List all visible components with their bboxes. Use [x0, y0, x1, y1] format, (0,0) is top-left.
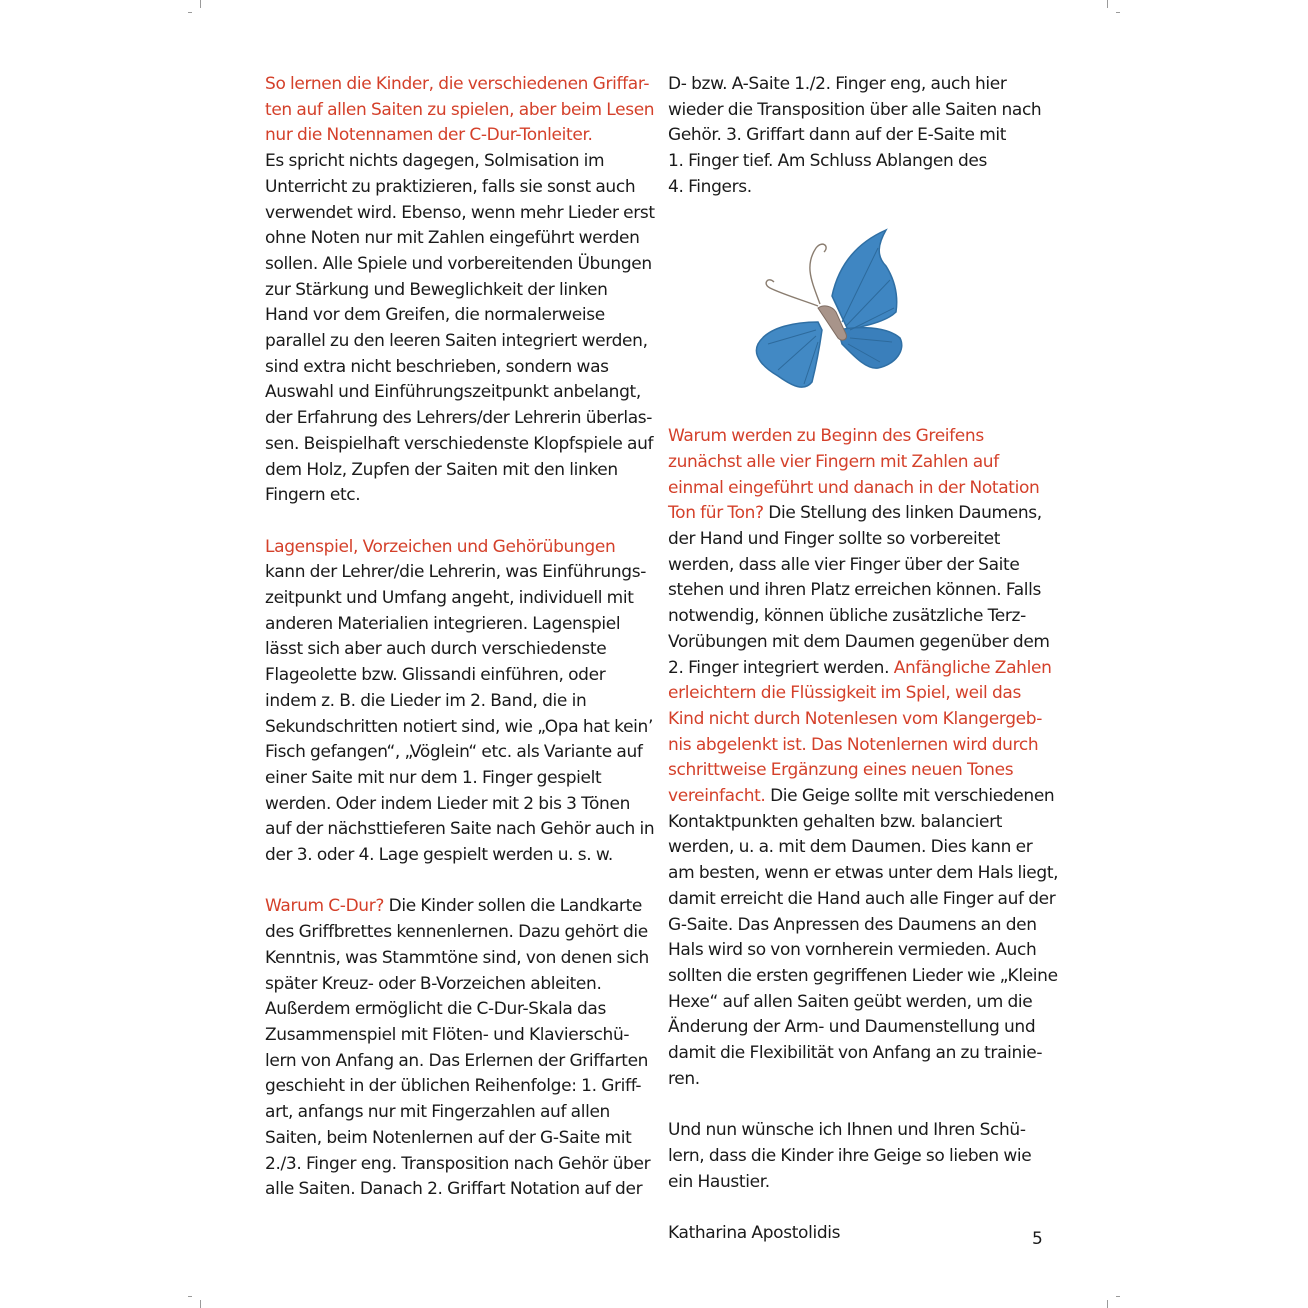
text-line — [265, 226, 645, 252]
body-text: 1. Finger tief. Am Schluss Ablangen des — [668, 151, 988, 172]
body-text: ohne Noten nur mit Zahlen eingeführt werden — [265, 228, 640, 249]
text-line — [265, 997, 645, 1023]
highlight-text: Lagenspiel, Vorzeichen und Gehörübungen — [265, 536, 616, 557]
body-text: Außerdem ermöglicht die C-Dur-Skala das — [265, 999, 607, 1020]
body-text: sollen. Alle Spiele und vorbereitenden Übungen — [265, 253, 652, 274]
body-text: wieder die Transposition über alle Saiten nach — [668, 99, 1042, 120]
text-line — [668, 1170, 1048, 1196]
body-text: sollten die ersten gegriffenen Lieder wie „Kleine — [668, 965, 1058, 986]
text-line — [668, 733, 1048, 759]
body-text: Hexe“ auf allen Saiten geübt werden, um die — [668, 991, 1033, 1012]
text-line — [265, 972, 645, 998]
text-line — [265, 740, 645, 766]
body-text: 2./3. Finger eng. Transposition nach Gehör über — [265, 1153, 651, 1174]
body-text: Gehör. 3. Griffart dann auf der E-Saite mit — [668, 125, 1007, 146]
text-line — [265, 149, 645, 175]
text-line — [265, 766, 645, 792]
text-line — [668, 707, 1048, 733]
text-line — [265, 715, 654, 741]
text-line — [668, 964, 1058, 990]
body-text: alle Saiten. Danach 2. Griffart Notation auf der — [265, 1179, 643, 1200]
body-text: notwendig, können übliche zusätzliche Terz- — [668, 606, 1026, 627]
text-line — [265, 329, 648, 355]
text-line — [668, 424, 1048, 450]
paragraph-griffart-continued — [668, 72, 1048, 201]
body-text: 2. Finger integriert werden. — [668, 657, 890, 678]
text-line — [265, 535, 645, 561]
body-text: Kenntnis, was Stammtöne sind, von denen sich — [265, 947, 649, 968]
text-line — [668, 887, 1056, 913]
text-line — [668, 835, 1048, 861]
text-line — [265, 843, 645, 869]
text-line — [265, 175, 645, 201]
text-line — [265, 663, 645, 689]
highlight-question: Ton für Ton? — [668, 503, 764, 524]
body-text: lern von Anfang an. Das Erlernen der Griffarten — [265, 1050, 649, 1071]
left-column — [265, 72, 655, 1229]
body-text: geschieht in der üblichen Reihenfolge: 1. Griff- — [265, 1076, 642, 1097]
crop-mark — [1107, 1300, 1108, 1308]
text-line — [265, 72, 650, 98]
text-line — [265, 920, 648, 946]
text-line — [265, 278, 645, 304]
crop-mark — [188, 1296, 192, 1297]
crop-mark — [200, 0, 201, 8]
body-text: kann der Lehrer/die Lehrerin, was Einführungs- — [265, 562, 646, 583]
highlight-text: nis abgelenkt ist. Das Notenlernen wird durch — [668, 734, 1039, 755]
body-text: Änderung der Arm- und Daumenstellung und — [668, 1017, 1036, 1038]
crop-mark — [1116, 12, 1120, 13]
text-line — [265, 560, 645, 586]
body-text: werden, u. a. mit dem Daumen. Dies kann er — [668, 837, 1033, 858]
body-text: Sekundschritten notiert sind, wie „Opa hat kein’ — [265, 716, 654, 737]
text-line — [265, 303, 645, 329]
text-line — [668, 123, 1048, 149]
body-text: Flageolette bzw. Glissandi einführen, oder — [265, 665, 606, 686]
body-text: Die Stellung des linken Daumens, — [768, 503, 1042, 524]
body-text: Auswahl und Einführungszeitpunkt anbelangt, — [265, 382, 641, 403]
text-line — [265, 406, 653, 432]
body-text: Vorübungen mit dem Daumen gegenüber dem — [668, 631, 1050, 652]
signature — [668, 1221, 1048, 1247]
text-line — [668, 1118, 1048, 1144]
highlight-text: Kind nicht durch Notenlesen vom Klangergeb- — [668, 708, 1042, 729]
text-line — [668, 938, 1048, 964]
text-line — [668, 72, 1048, 98]
text-line — [265, 586, 645, 612]
body-text: Hals wird so von vornherein vermieden. Auch — [668, 940, 1037, 961]
highlight-text: Warum werden zu Beginn des Greifens — [668, 426, 984, 447]
text-line — [265, 98, 655, 124]
body-text: Es spricht nichts dagegen, Solmisation im — [265, 151, 605, 172]
body-text: art, anfangs nur mit Fingerzahlen auf allen — [265, 1102, 610, 1123]
body-text: Zusammenspiel mit Flöten- und Klavierschü- — [265, 1024, 630, 1045]
highlight-text: nur die Notennamen der C-Dur-Tonleiter. — [265, 125, 593, 146]
text-line — [668, 861, 1059, 887]
text-line — [265, 689, 645, 715]
text-line — [668, 527, 1048, 553]
text-line — [265, 637, 645, 663]
text-line — [668, 501, 1048, 527]
text-line — [265, 1100, 645, 1126]
text-line — [265, 252, 652, 278]
body-text: der Hand und Finger sollte so vorbereitet — [668, 529, 1001, 550]
text-line — [265, 1126, 645, 1152]
paragraph-warum-c-dur — [265, 894, 651, 1202]
highlight-text: zunächst alle vier Fingern mit Zahlen auf — [668, 451, 999, 472]
text-line — [265, 1152, 651, 1178]
body-text: zur Stärkung und Beweglichkeit der linken — [265, 279, 608, 300]
text-line — [668, 681, 1048, 707]
paragraph-closing — [668, 1118, 1048, 1195]
text-line — [668, 1144, 1048, 1170]
text-line — [265, 432, 654, 458]
body-text: Fingern etc. — [265, 485, 361, 506]
paragraph-lagenspiel — [265, 535, 655, 869]
text-line — [265, 458, 645, 484]
right-column — [668, 72, 1059, 1272]
body-text: stehen und ihren Platz erreichen können. Falls — [668, 580, 1042, 601]
crop-mark — [200, 1300, 201, 1308]
text-line — [265, 1074, 645, 1100]
highlight-text: schrittweise Ergänzung eines neuen Tones — [668, 760, 1014, 781]
highlight-question: Warum C-Dur? — [265, 896, 385, 917]
body-text: Die Kinder sollen die Landkarte — [388, 896, 642, 917]
text-line — [265, 355, 645, 381]
body-text: auf der nächsttieferen Saite nach Gehör auch in — [265, 819, 655, 840]
text-line — [265, 483, 645, 509]
body-text: einer Saite mit nur dem 1. Finger gespielt — [265, 767, 602, 788]
page-number: 5 — [1032, 1229, 1043, 1249]
body-text: Fisch gefangen“, „Vöglein“ etc. als Variante auf — [265, 742, 643, 763]
body-text: später Kreuz- oder B-Vorzeichen ableiten. — [265, 973, 602, 994]
body-text: indem z. B. die Lieder im 2. Band, die in — [265, 690, 587, 711]
text-line — [265, 946, 649, 972]
body-text: am besten, wenn er etwas unter dem Hals liegt, — [668, 863, 1059, 884]
text-line — [265, 817, 655, 843]
body-text: Saiten, beim Notenlernen auf der G-Saite mit — [265, 1127, 632, 1148]
body-text: zeitpunkt und Umfang angeht, individuell mit — [265, 588, 634, 609]
text-line — [668, 784, 1055, 810]
body-text: sen. Beispielhaft verschiedenste Klopfspiele auf — [265, 433, 654, 454]
highlight-text: ten auf allen Saiten zu spielen, aber beim Lesen — [265, 99, 655, 120]
body-text: des Griffbrettes kennenlernen. Dazu gehört die — [265, 922, 648, 943]
body-text: sind extra nicht beschrieben, sondern was — [265, 356, 609, 377]
text-line — [668, 553, 1048, 579]
text-line — [668, 630, 1048, 656]
highlight-text: Anfängliche Zahlen — [893, 657, 1052, 678]
body-text: dem Holz, Zupfen der Saiten mit den linken — [265, 459, 618, 480]
text-line — [265, 792, 645, 818]
body-text: Die Geige sollte mit verschiedenen — [770, 786, 1055, 807]
text-line — [668, 578, 1048, 604]
body-text: der Erfahrung des Lehrers/der Lehrerin überlas- — [265, 408, 653, 429]
text-line — [265, 1177, 645, 1203]
text-line — [668, 149, 1048, 175]
signature-text: Katharina Apostolidis — [668, 1222, 841, 1243]
text-line — [265, 894, 645, 920]
body-text: der 3. oder 4. Lage gespielt werden u. s. w. — [265, 845, 613, 866]
body-text: damit erreicht die Hand auch alle Finger auf der — [668, 888, 1056, 909]
text-line — [265, 123, 645, 149]
text-line — [668, 1015, 1048, 1041]
body-text: Unterricht zu praktizieren, falls sie sonst auch — [265, 176, 636, 197]
body-text: werden, dass alle vier Finger über der Saite — [668, 554, 1020, 575]
text-line — [668, 810, 1048, 836]
paragraph-warum-greifen — [668, 424, 1059, 1092]
butterfly-icon — [746, 226, 906, 406]
text-line — [668, 604, 1048, 630]
text-line — [265, 1049, 649, 1075]
body-text: G-Saite. Das Anpressen des Daumens an den — [668, 914, 1037, 935]
crop-mark — [1116, 1296, 1120, 1297]
body-text: Kontaktpunkten gehalten bzw. balanciert — [668, 811, 1003, 832]
text-line — [668, 476, 1048, 502]
text-line — [265, 380, 645, 406]
text-line — [668, 98, 1048, 124]
highlight-text: erleichtern die Flüssigkeit im Spiel, weil das — [668, 683, 1021, 704]
text-line — [668, 990, 1048, 1016]
highlight-question: vereinfacht. — [668, 786, 766, 807]
body-text: D- bzw. A-Saite 1./2. Finger eng, auch hier — [668, 74, 1007, 94]
text-line — [265, 612, 645, 638]
body-text: damit die Flexibilität von Anfang an zu trainie- — [668, 1043, 1043, 1064]
crop-mark — [1107, 0, 1108, 8]
text-line — [668, 656, 1052, 682]
highlight-text: einmal eingeführt und danach in der Notation — [668, 477, 1040, 498]
body-text: lern, dass die Kinder ihre Geige so lieben wie — [668, 1145, 1032, 1166]
body-text: parallel zu den leeren Saiten integriert werden, — [265, 331, 648, 352]
body-text: Hand vor dem Greifen, die normalerweise — [265, 305, 605, 326]
text-line — [668, 1067, 1048, 1093]
body-text: lässt sich aber auch durch verschiedenste — [265, 639, 607, 660]
crop-mark — [188, 12, 192, 13]
paragraph-griffarten — [265, 72, 655, 509]
body-text: ren. — [668, 1068, 700, 1089]
body-text: anderen Materialien integrieren. Lagenspiel — [265, 613, 621, 634]
text-line — [265, 1023, 645, 1049]
highlight-text: So lernen die Kinder, die verschiedenen Griffar- — [265, 74, 650, 94]
text-line — [668, 1041, 1048, 1067]
text-line — [668, 758, 1048, 784]
body-text: ein Haustier. — [668, 1171, 770, 1192]
text-line — [668, 913, 1048, 939]
body-text: Und nun wünsche ich Ihnen und Ihren Schü- — [668, 1120, 1026, 1141]
body-text: verwendet wird. Ebenso, wenn mehr Lieder erst — [265, 202, 655, 223]
text-line — [265, 201, 655, 227]
body-text: 4. Fingers. — [668, 176, 752, 197]
text-line — [668, 175, 1048, 201]
text-line — [668, 450, 1048, 476]
body-text: werden. Oder indem Lieder mit 2 bis 3 Tönen — [265, 793, 631, 814]
